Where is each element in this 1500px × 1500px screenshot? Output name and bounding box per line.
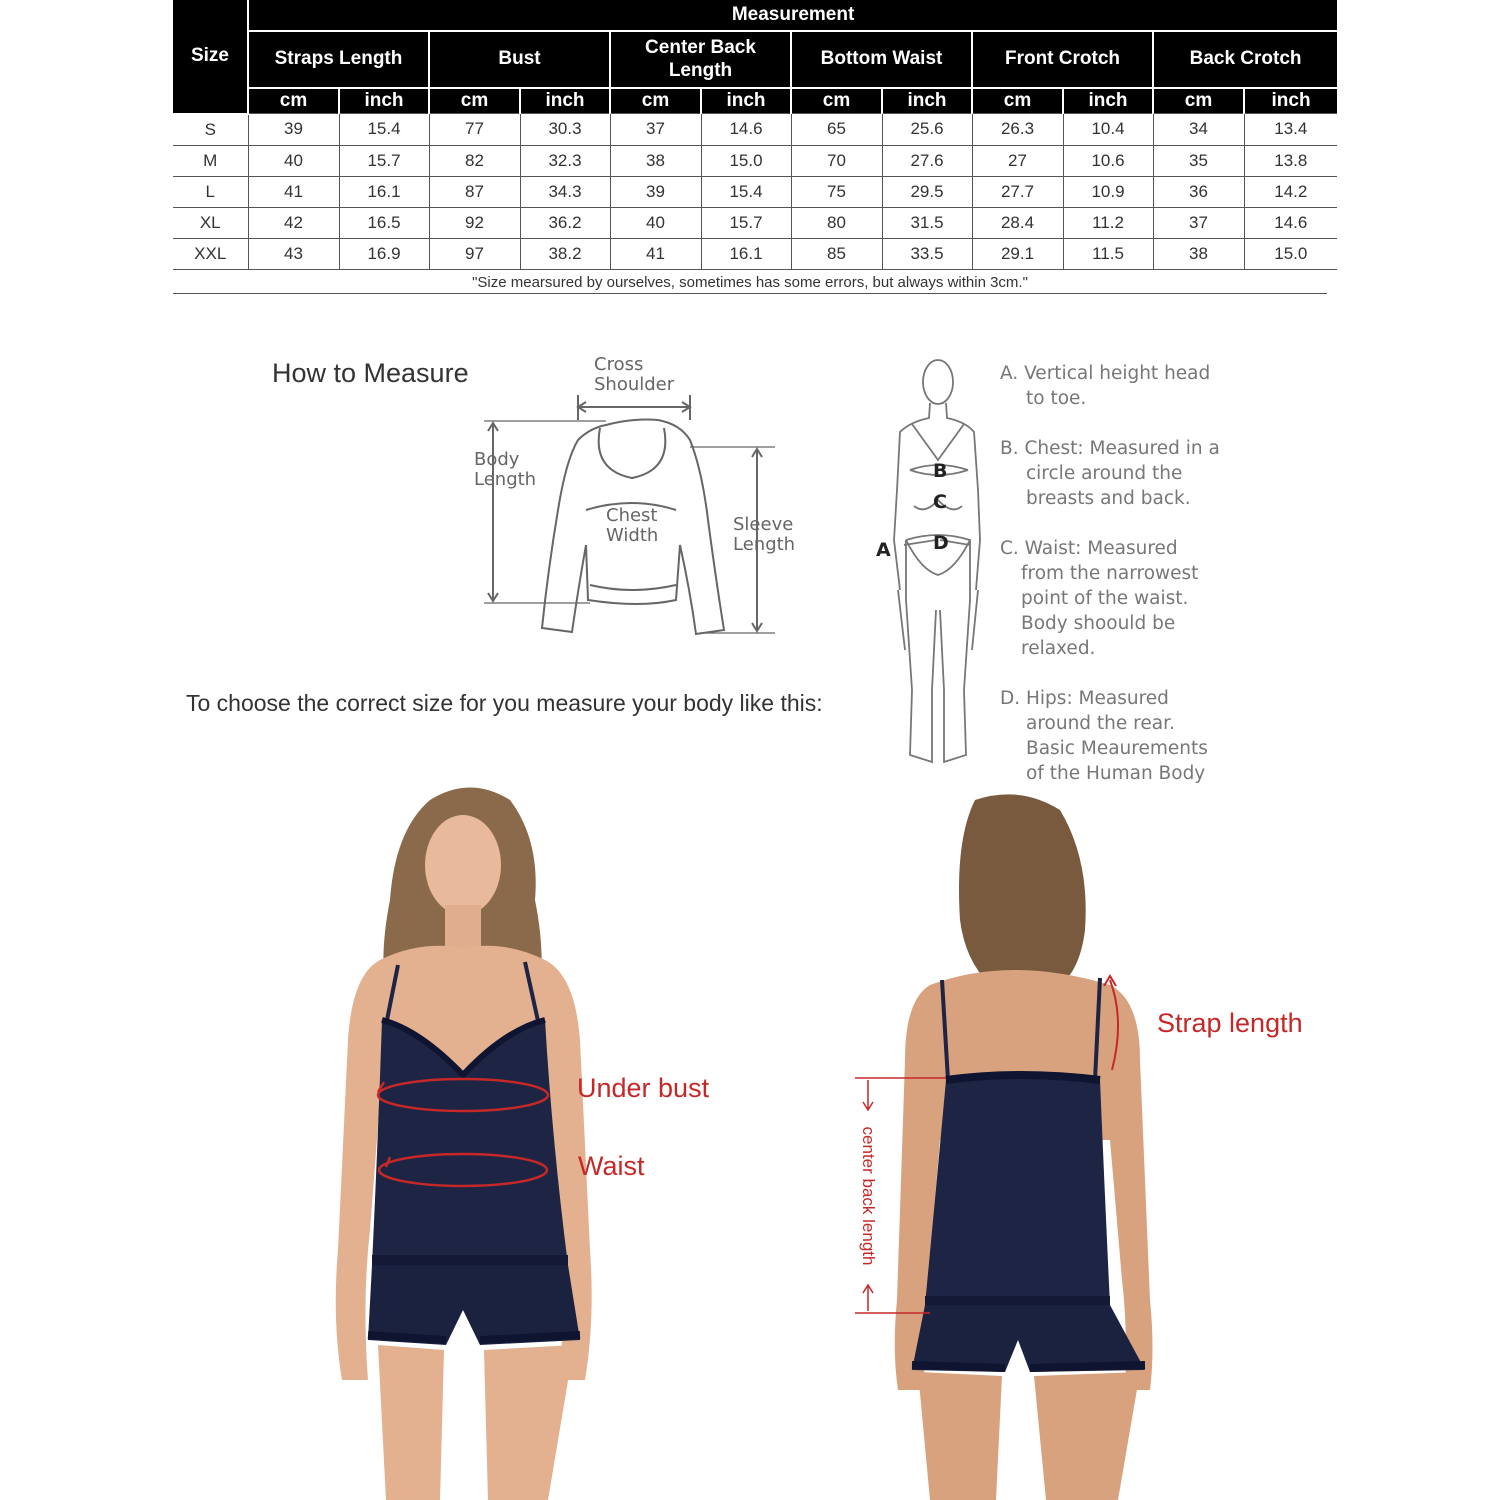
unit-header: cm: [429, 88, 520, 114]
chest-width-label: Chest Width: [606, 505, 659, 546]
body-letter-a: A: [876, 539, 891, 561]
front-model-photo: [320, 780, 610, 1500]
value-cell: 36: [1153, 176, 1244, 207]
value-cell: 16.5: [339, 207, 429, 238]
table-row: [173, 207, 1337, 238]
value-cell: 16.1: [701, 238, 791, 269]
definition-b: B. Chest: Measured in a circle around the breasts and back.: [1000, 438, 1220, 509]
value-cell: 33.5: [882, 238, 972, 269]
value-cell: 39: [248, 114, 339, 146]
value-cell: 29.5: [882, 176, 972, 207]
unit-header: inch: [339, 88, 429, 114]
value-cell: 41: [610, 238, 701, 269]
value-cell: 15.7: [701, 207, 791, 238]
value-cell: 36.2: [520, 207, 610, 238]
body-figure-diagram: [890, 352, 990, 772]
size-cell: XL: [173, 207, 248, 238]
value-cell: 16.1: [339, 176, 429, 207]
value-cell: 37: [1153, 207, 1244, 238]
value-cell: 35: [1153, 145, 1244, 176]
value-cell: 29.1: [972, 238, 1063, 269]
definition-a: A. Vertical height head to toe.: [1000, 363, 1211, 409]
value-cell: 38: [610, 145, 701, 176]
value-cell: 11.5: [1063, 238, 1153, 269]
unit-header: inch: [1063, 88, 1153, 114]
unit-header: inch: [882, 88, 972, 114]
size-header: Size: [173, 0, 248, 114]
value-cell: 34.3: [520, 176, 610, 207]
value-cell: 15.0: [701, 145, 791, 176]
value-cell: 16.9: [339, 238, 429, 269]
size-cell: XXL: [173, 238, 248, 269]
size-chart-table: [173, 0, 1337, 270]
unit-header: cm: [791, 88, 882, 114]
unit-header: cm: [972, 88, 1063, 114]
value-cell: 43: [248, 238, 339, 269]
column-header: Back Crotch: [1153, 31, 1337, 88]
under-bust-label: Under bust: [577, 1073, 710, 1103]
value-cell: 27: [972, 145, 1063, 176]
back-model-photo: [850, 790, 1160, 1500]
value-cell: 32.3: [520, 145, 610, 176]
value-cell: 14.2: [1244, 176, 1337, 207]
value-cell: 42: [248, 207, 339, 238]
strap-length-label: Strap length: [1157, 1008, 1303, 1038]
definition-c: C. Waist: Measured from the narrowest point of the waist. Body shoould be relaxed.: [1000, 538, 1199, 659]
value-cell: 34: [1153, 114, 1244, 146]
value-cell: 65: [791, 114, 882, 146]
value-cell: 38: [1153, 238, 1244, 269]
size-cell: S: [173, 114, 248, 146]
value-cell: 31.5: [882, 207, 972, 238]
unit-header: inch: [520, 88, 610, 114]
sleeve-length-label: Sleeve Length: [733, 514, 796, 555]
value-cell: 37: [610, 114, 701, 146]
value-cell: 28.4: [972, 207, 1063, 238]
value-cell: 15.4: [339, 114, 429, 146]
value-cell: 10.9: [1063, 176, 1153, 207]
body-length-label: Body Length: [474, 449, 537, 490]
value-cell: 11.2: [1063, 207, 1153, 238]
definition-d: D. Hips: Measured around the rear. Basic Meaurements of the Human Body: [1000, 688, 1208, 784]
table-row: [173, 176, 1337, 207]
body-letter-c: C: [933, 491, 947, 513]
how-to-measure-title: How to Measure: [272, 358, 469, 388]
value-cell: 10.6: [1063, 145, 1153, 176]
body-letter-d: D: [933, 532, 949, 554]
column-header: Center Back Length: [610, 31, 791, 88]
value-cell: 40: [248, 145, 339, 176]
value-cell: 92: [429, 207, 520, 238]
value-cell: 13.8: [1244, 145, 1337, 176]
value-cell: 15.0: [1244, 238, 1337, 269]
value-cell: 77: [429, 114, 520, 146]
table-footnote: "Size mearsured by ourselves, sometimes has some errors, but always within 3cm.": [173, 274, 1327, 294]
column-header: Straps Length: [248, 31, 429, 88]
measurement-header: Measurement: [248, 0, 1337, 31]
value-cell: 80: [791, 207, 882, 238]
value-cell: 10.4: [1063, 114, 1153, 146]
value-cell: 85: [791, 238, 882, 269]
column-header: Bottom Waist: [791, 31, 972, 88]
value-cell: 14.6: [1244, 207, 1337, 238]
table-row: [173, 114, 1337, 146]
value-cell: 30.3: [520, 114, 610, 146]
value-cell: 27.7: [972, 176, 1063, 207]
waist-label: Waist: [578, 1151, 645, 1181]
value-cell: 39: [610, 176, 701, 207]
value-cell: 15.4: [701, 176, 791, 207]
value-cell: 41: [248, 176, 339, 207]
body-letter-b: B: [933, 460, 948, 482]
column-header: Bust: [429, 31, 610, 88]
value-cell: 25.6: [882, 114, 972, 146]
unit-header: cm: [610, 88, 701, 114]
value-cell: 70: [791, 145, 882, 176]
value-cell: 26.3: [972, 114, 1063, 146]
value-cell: 14.6: [701, 114, 791, 146]
value-cell: 97: [429, 238, 520, 269]
unit-header: cm: [1153, 88, 1244, 114]
value-cell: 82: [429, 145, 520, 176]
center-back-length-label: center back length: [859, 1126, 878, 1266]
value-cell: 87: [429, 176, 520, 207]
unit-header: inch: [701, 88, 791, 114]
table-row: [173, 145, 1337, 176]
size-cell: L: [173, 176, 248, 207]
unit-header: cm: [248, 88, 339, 114]
column-header: Front Crotch: [972, 31, 1153, 88]
value-cell: 38.2: [520, 238, 610, 269]
cross-shoulder-label: Cross Shoulder: [594, 354, 675, 395]
value-cell: 40: [610, 207, 701, 238]
unit-header: inch: [1244, 88, 1337, 114]
value-cell: 13.4: [1244, 114, 1337, 146]
size-cell: M: [173, 145, 248, 176]
instruction-text: To choose the correct size for you measure your body like this:: [186, 690, 823, 716]
table-row: [173, 238, 1337, 269]
value-cell: 15.7: [339, 145, 429, 176]
value-cell: 27.6: [882, 145, 972, 176]
value-cell: 75: [791, 176, 882, 207]
